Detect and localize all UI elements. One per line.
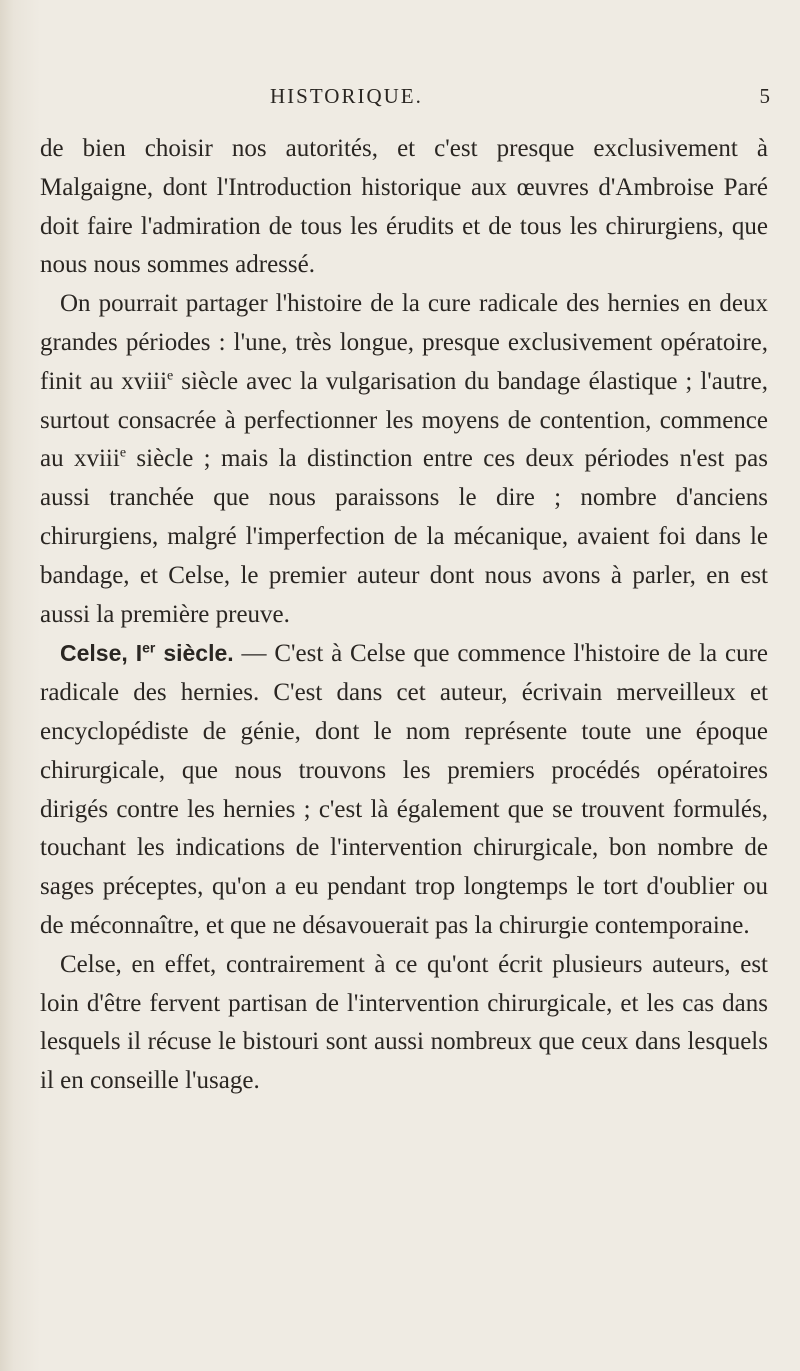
running-title: HISTORIQUE. xyxy=(270,84,423,108)
section-heading-end: siècle. xyxy=(155,640,234,667)
paragraph-3 xyxy=(40,634,768,945)
page-header xyxy=(38,84,772,124)
page-number: 5 xyxy=(759,84,772,108)
paragraph-2-part-1: On pourrait partager l'histoire de la cure radicale des hernies en deux grandes périodes : l'une, très longue, presque exclusivement opératoire, finit au xviii xyxy=(40,290,768,395)
section-heading xyxy=(60,640,234,666)
paragraph-3-text: — C'est à Celse que commence l'histoire de la cure radicale des hernies. C'est dans cet auteur, écrivain merveilleux et encyclopédiste de génie, dont le nom représente toute une époque chirurgicale, que nous trouvons les premiers procédés opératoires dirigés contre les hernies ; c'est là également que se trouvent formulés, touchant les indications de l'intervention chirurgicale, bon nombre de sages préceptes, qu'on a eu pendant trop longtemps le tort d'oublier ou de méconnaître, et que ne désavouerait pas la chirurgie contemporaine. xyxy=(40,640,768,939)
century-superscript: e xyxy=(119,446,127,462)
paragraph-1: de bien choisir nos autorités, et c'est presque exclusivement à Malgaigne, dont l'Introduction historique aux œuvres d'Ambroise Paré doit faire l'admiration de tous les érudits et de tous les chirurgiens, que nous nous sommes adressé. xyxy=(40,135,768,279)
paragraph-2 xyxy=(40,285,768,634)
body-text xyxy=(40,130,768,1101)
paragraph-2-part-2: siècle avec la vulgarisation du bandage élastique ; l'autre, surtout consacrée à perfectionner les moyens de contention, commence au xviii xyxy=(40,367,768,473)
paragraph-2-part-3: siècle ; mais la distinction entre ces deux périodes n'est pas aussi tranchée que nous paraissons le dire ; nombre d'anciens chirurgiens, malgré l'imperfection de la mécanique, avaient foi dans le bandage, et Celse, le premier auteur dont nous avons à parler, en est aussi la première preuve. xyxy=(40,445,768,628)
section-heading-text: Celse, I xyxy=(60,640,143,667)
paragraph-4: Celse, en effet, contrairement à ce qu'ont écrit plusieurs auteurs, est loin d'être fervent partisan de l'intervention chirurgicale, et les cas dans lesquels il récuse le bistouri sont aussi nombreux que ceux dans lesquels il en conseille l'usage. xyxy=(40,950,768,1095)
section-heading-superscript: er xyxy=(142,639,156,656)
century-superscript: e xyxy=(167,368,174,384)
